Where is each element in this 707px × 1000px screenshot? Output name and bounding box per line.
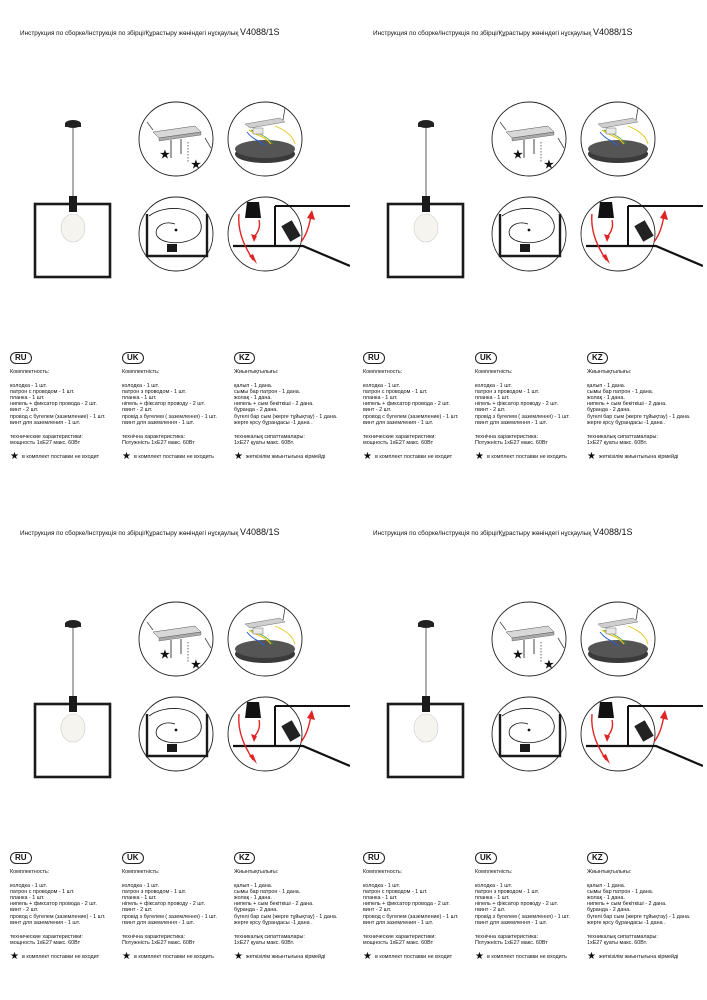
star-icon: ★	[544, 659, 554, 671]
list-item: колодка - 1 шт.	[363, 883, 400, 890]
contents-heading: Комплектность:	[363, 369, 403, 375]
star-icon: ★	[234, 450, 243, 462]
contents-list	[363, 883, 478, 926]
list-item: нипель + фиксатор провода - 2 шт.	[10, 901, 97, 908]
model-number: V4088/1S	[239, 27, 280, 37]
contents-heading: Комплектность:	[10, 369, 50, 375]
list-item: қалып - 1 дана.	[587, 383, 626, 390]
list-item: жолақ - 1 дана.	[234, 395, 272, 402]
star-icon: ★	[513, 649, 523, 661]
column-uk	[122, 852, 237, 961]
tech-specs-value: Потужність 1хЕ27 макс. 60Вт	[122, 439, 195, 446]
list-item: жерге қосу бұрандасы -1 дана .	[587, 419, 666, 426]
language-badge: RU	[10, 852, 32, 864]
language-badge: KZ	[234, 852, 255, 864]
contents-list	[587, 383, 702, 426]
list-item: винт для заземления - 1 шт.	[363, 919, 434, 926]
star-icon: ★	[475, 950, 484, 962]
list-item: жолақ - 1 дана.	[587, 395, 625, 402]
column-kz	[234, 852, 349, 961]
list-item: сымы бар патрон - 1 дана.	[587, 389, 654, 396]
not-included-note	[122, 950, 237, 962]
contents-list	[234, 883, 349, 926]
sheet-title	[373, 27, 633, 37]
list-item: провод с бугелем (заземление) - 1 шт.	[363, 913, 459, 920]
contents-heading: Комплектність:	[122, 369, 160, 375]
title-text: Инструкция по сборке/Інструкція по збірці/Құрастыру жөніндегі нұсқаулық	[20, 530, 239, 537]
tech-specs-value: Потужність 1хЕ27 макс. 60Вт	[475, 439, 548, 446]
tech-specs-value: 1хЕ27 қуаты макс. 60Вт.	[234, 939, 295, 946]
tech-specs-title: технические характеристики:	[10, 433, 83, 440]
list-item: колодка - 1 шт.	[122, 383, 159, 390]
list-item: бұранда - 2 дана.	[234, 907, 278, 914]
language-badge: UK	[122, 852, 144, 864]
mounting-plate-diagram-icon	[492, 602, 566, 676]
list-item: қалып - 1 дана.	[234, 383, 273, 390]
star-icon: ★	[160, 649, 170, 661]
list-item: винт - 2 шт.	[10, 407, 39, 414]
list-item: нипель + фиксатор провода - 2 шт.	[10, 401, 97, 408]
list-item: планка - 1 шт.	[475, 395, 510, 402]
column-uk	[475, 352, 590, 461]
list-item: планка - 1 шт.	[475, 895, 510, 902]
star-icon: ★	[475, 450, 484, 462]
language-badge: UK	[122, 352, 144, 364]
contents-heading: Жиынтықтылығы:	[234, 869, 279, 875]
language-badge: RU	[10, 352, 32, 364]
tech-specs	[587, 934, 702, 946]
list-item: патрон з проводом - 1 шт.	[475, 889, 540, 896]
not-included-text: в комплект поставки не входит	[374, 453, 453, 460]
star-icon: ★	[122, 450, 131, 462]
list-item: планка - 1 шт.	[10, 395, 45, 402]
tech-specs-title: техникалық сипаттамалары:	[587, 433, 658, 440]
tech-specs-title: технiчна характеристика:	[122, 933, 186, 940]
cord-in-frame-icon	[492, 697, 566, 771]
list-item: нiпель + фiксатор проводу - 2 шт.	[475, 401, 558, 408]
list-item: гвинт для заземлення - 1 шт.	[475, 419, 548, 426]
tech-specs-title: технические характеристики:	[363, 933, 436, 940]
list-item: жерге қосу бұрандасы -1 дана .	[587, 919, 666, 926]
ceiling-canopy-wiring-icon	[228, 602, 302, 676]
tech-specs-title: технiчна характеристика:	[122, 433, 186, 440]
list-item: винт - 2 шт.	[363, 407, 392, 414]
contents-list	[475, 883, 590, 926]
star-icon: ★	[544, 159, 554, 171]
contents-heading: Жиынтықтылығы:	[587, 869, 632, 875]
tech-specs-title: техникалық сипаттамалары:	[234, 433, 305, 440]
assembly-diagrams	[135, 596, 350, 801]
model-number: V4088/1S	[239, 527, 280, 537]
not-included-text: в комплект поставки не входит	[21, 453, 100, 460]
not-included-text: в комплект поставки не входить	[133, 453, 214, 460]
contents-heading: Комплектність:	[475, 869, 513, 875]
column-kz	[234, 352, 349, 461]
tech-specs-title: технические характеристики:	[10, 933, 83, 940]
tech-specs	[587, 434, 702, 446]
title-text: Инструкция по сборке/Інструкція по збірці/Құрастыру жөніндегі нұсқаулық	[373, 530, 592, 537]
language-badge: RU	[363, 352, 385, 364]
list-item: қалып - 1 дана.	[234, 883, 273, 890]
list-item: планка - 1 шт.	[122, 395, 157, 402]
contents-list	[122, 383, 237, 426]
list-item: бүгелі бар сым (жерге тұйықтау) - 1 дана.	[234, 913, 338, 920]
contents-list	[363, 383, 478, 426]
list-item: патрон з проводом - 1 шт.	[475, 389, 540, 396]
instruction-sheet	[0, 500, 353, 1000]
star-icon: ★	[587, 450, 596, 462]
list-item: патрон с проводом - 1 шт.	[10, 389, 75, 396]
list-item: нiпель + фiксатор проводу - 2 шт.	[475, 901, 558, 908]
ceiling-canopy-wiring-icon	[581, 102, 655, 176]
not-included-note	[587, 450, 702, 462]
list-item: патрон с проводом - 1 шт.	[10, 889, 75, 896]
tech-specs-value: 1хЕ27 қуаты макс. 60Вт.	[587, 939, 648, 946]
list-item: провiд з бугелем ( заземлення) - 1 шт.	[475, 413, 570, 420]
list-item: жолақ - 1 дана.	[234, 895, 272, 902]
list-item: планка - 1 шт.	[363, 895, 398, 902]
column-ru	[10, 352, 125, 461]
star-icon: ★	[10, 950, 19, 962]
assembly-diagrams	[488, 96, 703, 301]
mounting-plate-diagram-icon	[492, 102, 566, 176]
tech-specs	[363, 934, 478, 946]
list-item: провiд з бугелем ( заземлення) - 1 шт.	[122, 913, 217, 920]
not-included-note	[587, 950, 702, 962]
square-pendant-lamp-icon	[30, 618, 115, 788]
star-icon: ★	[122, 950, 131, 962]
contents-heading: Жиынтықтылығы:	[587, 369, 632, 375]
list-item: гвинт - 2 шт.	[475, 907, 506, 914]
assembly-diagrams	[488, 596, 703, 801]
tech-specs	[234, 434, 349, 446]
not-included-text: в комплект поставки не входит	[374, 953, 453, 960]
not-included-note	[475, 450, 590, 462]
star-icon: ★	[363, 450, 372, 462]
contents-heading: Жиынтықтылығы:	[234, 369, 279, 375]
list-item: сымы бар патрон - 1 дана.	[234, 889, 301, 896]
mounting-plate-diagram-icon	[139, 602, 213, 676]
tech-specs-title: технические характеристики:	[363, 433, 436, 440]
star-icon: ★	[191, 659, 201, 671]
list-item: планка - 1 шт.	[122, 895, 157, 902]
list-item: нипель + фиксатор провода - 2 шт.	[363, 901, 450, 908]
tech-specs-value: мощность 1хЕ27 макс. 60Вт	[363, 439, 434, 446]
list-item: гвинт для заземлення - 1 шт.	[122, 419, 195, 426]
title-text: Инструкция по сборке/Інструкція по збірці/Құрастыру жөніндегі нұсқаулық	[373, 30, 592, 37]
ceiling-canopy-wiring-icon	[581, 602, 655, 676]
star-icon: ★	[160, 149, 170, 161]
list-item: нипель + фиксатор провода - 2 шт.	[363, 401, 450, 408]
star-icon: ★	[587, 950, 596, 962]
list-item: гвинт для заземлення - 1 шт.	[475, 919, 548, 926]
not-included-text: в комплект поставки не входить	[486, 453, 567, 460]
tech-specs-value: 1хЕ27 қуаты макс. 60Вт.	[234, 439, 295, 446]
not-included-text: жеткізілім жиынтығына кірмейді	[598, 953, 679, 960]
list-item: нипель + сым бекіткіші - 2 дана.	[587, 901, 667, 908]
tech-specs-title: техникалық сипаттамалары:	[234, 933, 305, 940]
tech-specs	[10, 934, 125, 946]
ceiling-canopy-wiring-icon	[228, 102, 302, 176]
list-item: патрон с проводом - 1 шт.	[363, 389, 428, 396]
language-badge: RU	[363, 852, 385, 864]
list-item: провод с бугелем (заземление) - 1 шт.	[10, 413, 106, 420]
list-item: патрон з проводом - 1 шт.	[122, 889, 187, 896]
list-item: провод с бугелем (заземление) - 1 шт.	[10, 913, 106, 920]
tech-specs-title: техникалық сипаттамалары:	[587, 933, 658, 940]
not-included-note	[10, 450, 125, 462]
tech-specs-value: мощность 1хЕ27 макс. 60Вт	[10, 939, 81, 946]
list-item: планка - 1 шт.	[363, 395, 398, 402]
tech-specs	[122, 434, 237, 446]
list-item: планка - 1 шт.	[10, 895, 45, 902]
list-item: бүгелі бар сым (жерге тұйықтау) - 1 дана.	[587, 413, 691, 420]
assembly-diagrams	[135, 96, 350, 301]
cord-in-frame-icon	[139, 197, 213, 271]
list-item: колодка - 1 шт.	[363, 383, 400, 390]
list-item: бұранда - 2 дана.	[234, 407, 278, 414]
list-item: нiпель + фiксатор проводу - 2 шт.	[122, 901, 205, 908]
not-included-text: жеткізілім жиынтығына кірмейді	[598, 453, 679, 460]
list-item: винт - 2 шт.	[10, 907, 39, 914]
socket-assembly-arrows-icon	[228, 697, 350, 771]
not-included-note	[234, 450, 349, 462]
instruction-sheet	[0, 0, 353, 500]
list-item: патрон с проводом - 1 шт.	[363, 889, 428, 896]
model-number: V4088/1S	[592, 27, 633, 37]
tech-specs	[234, 934, 349, 946]
list-item: винт для заземления - 1 шт.	[10, 419, 81, 426]
list-item: сымы бар патрон - 1 дана.	[234, 389, 301, 396]
not-included-text: в комплект поставки не входить	[486, 953, 567, 960]
not-included-text: в комплект поставки не входить	[133, 953, 214, 960]
cord-in-frame-icon	[139, 697, 213, 771]
tech-specs-value: мощность 1хЕ27 макс. 60Вт	[363, 939, 434, 946]
sheet-title	[20, 527, 280, 537]
list-item: колодка - 1 шт.	[10, 883, 47, 890]
not-included-note	[475, 950, 590, 962]
model-number: V4088/1S	[592, 527, 633, 537]
star-icon: ★	[513, 149, 523, 161]
star-icon: ★	[191, 159, 201, 171]
list-item: патрон з проводом - 1 шт.	[122, 389, 187, 396]
star-icon: ★	[234, 950, 243, 962]
contents-heading: Комплектность:	[10, 869, 50, 875]
column-kz	[587, 352, 702, 461]
not-included-text: жеткізілім жиынтығына кірмейді	[245, 953, 326, 960]
language-badge: KZ	[234, 352, 255, 364]
contents-heading: Комплектность:	[363, 869, 403, 875]
list-item: колодка - 1 шт.	[475, 383, 512, 390]
tech-specs-value: 1хЕ27 қуаты макс. 60Вт.	[587, 439, 648, 446]
list-item: гвинт - 2 шт.	[122, 407, 153, 414]
list-item: нипель + сым бекіткіші - 2 дана.	[234, 401, 314, 408]
list-item: винт - 2 шт.	[363, 907, 392, 914]
not-included-note	[234, 950, 349, 962]
column-uk	[475, 852, 590, 961]
language-badge: KZ	[587, 352, 608, 364]
star-icon: ★	[363, 950, 372, 962]
list-item: жерге қосу бұрандасы -1 дана .	[234, 919, 313, 926]
list-item: колодка - 1 шт.	[475, 883, 512, 890]
not-included-note	[10, 950, 125, 962]
not-included-note	[363, 450, 478, 462]
tech-specs	[475, 434, 590, 446]
square-pendant-lamp-icon	[30, 118, 115, 288]
not-included-text: жеткізілім жиынтығына кірмейді	[245, 453, 326, 460]
list-item: нипель + сым бекіткіші - 2 дана.	[587, 401, 667, 408]
column-ru	[363, 852, 478, 961]
list-item: колодка - 1 шт.	[122, 883, 159, 890]
star-icon: ★	[10, 450, 19, 462]
cord-in-frame-icon	[492, 197, 566, 271]
list-item: гвинт - 2 шт.	[475, 407, 506, 414]
square-pendant-lamp-icon	[383, 618, 468, 788]
socket-assembly-arrows-icon	[228, 197, 350, 271]
tech-specs	[363, 434, 478, 446]
language-badge: UK	[475, 852, 497, 864]
instruction-sheet	[353, 500, 706, 1000]
list-item: гвинт - 2 шт.	[122, 907, 153, 914]
not-included-text: в комплект поставки не входит	[21, 953, 100, 960]
column-ru	[363, 352, 478, 461]
list-item: жерге қосу бұрандасы -1 дана .	[234, 419, 313, 426]
tech-specs	[475, 934, 590, 946]
tech-specs	[122, 934, 237, 946]
list-item: винт для заземления - 1 шт.	[10, 919, 81, 926]
list-item: жолақ - 1 дана.	[587, 895, 625, 902]
tech-specs-value: мощность 1хЕ27 макс. 60Вт	[10, 439, 81, 446]
contents-heading: Комплектність:	[122, 869, 160, 875]
contents-list	[10, 383, 125, 426]
list-item: провiд з бугелем ( заземлення) - 1 шт.	[475, 913, 570, 920]
list-item: винт для заземления - 1 шт.	[363, 419, 434, 426]
tech-specs	[10, 434, 125, 446]
list-item: бұранда - 2 дана.	[587, 407, 631, 414]
list-item: нiпель + фiксатор проводу - 2 шт.	[122, 401, 205, 408]
list-item: гвинт для заземлення - 1 шт.	[122, 919, 195, 926]
column-ru	[10, 852, 125, 961]
title-text: Инструкция по сборке/Інструкція по збірці/Құрастыру жөніндегі нұсқаулық	[20, 30, 239, 37]
socket-assembly-arrows-icon	[581, 197, 703, 271]
list-item: провiд з бугелем ( заземлення) - 1 шт.	[122, 413, 217, 420]
square-pendant-lamp-icon	[383, 118, 468, 288]
contents-list	[234, 383, 349, 426]
list-item: сымы бар патрон - 1 дана.	[587, 889, 654, 896]
language-badge: KZ	[587, 852, 608, 864]
column-kz	[587, 852, 702, 961]
sheet-title	[373, 527, 633, 537]
list-item: қалып - 1 дана.	[587, 883, 626, 890]
tech-specs-title: технiчна характеристика:	[475, 433, 539, 440]
not-included-note	[363, 950, 478, 962]
list-item: колодка - 1 шт.	[10, 383, 47, 390]
instruction-sheet	[353, 0, 706, 500]
tech-specs-value: Потужність 1хЕ27 макс. 60Вт	[122, 939, 195, 946]
contents-list	[587, 883, 702, 926]
column-uk	[122, 352, 237, 461]
contents-list	[475, 383, 590, 426]
list-item: бұранда - 2 дана.	[587, 907, 631, 914]
list-item: бүгелі бар сым (жерге тұйықтау) - 1 дана.	[234, 413, 338, 420]
tech-specs-value: Потужність 1хЕ27 макс. 60Вт	[475, 939, 548, 946]
sheet-title	[20, 27, 280, 37]
tech-specs-title: технiчна характеристика:	[475, 933, 539, 940]
contents-list	[10, 883, 125, 926]
list-item: нипель + сым бекіткіші - 2 дана.	[234, 901, 314, 908]
socket-assembly-arrows-icon	[581, 697, 703, 771]
contents-list	[122, 883, 237, 926]
language-badge: UK	[475, 352, 497, 364]
mounting-plate-diagram-icon	[139, 102, 213, 176]
list-item: провод с бугелем (заземление) - 1 шт.	[363, 413, 459, 420]
list-item: бүгелі бар сым (жерге тұйықтау) - 1 дана.	[587, 913, 691, 920]
not-included-note	[122, 450, 237, 462]
contents-heading: Комплектність:	[475, 369, 513, 375]
